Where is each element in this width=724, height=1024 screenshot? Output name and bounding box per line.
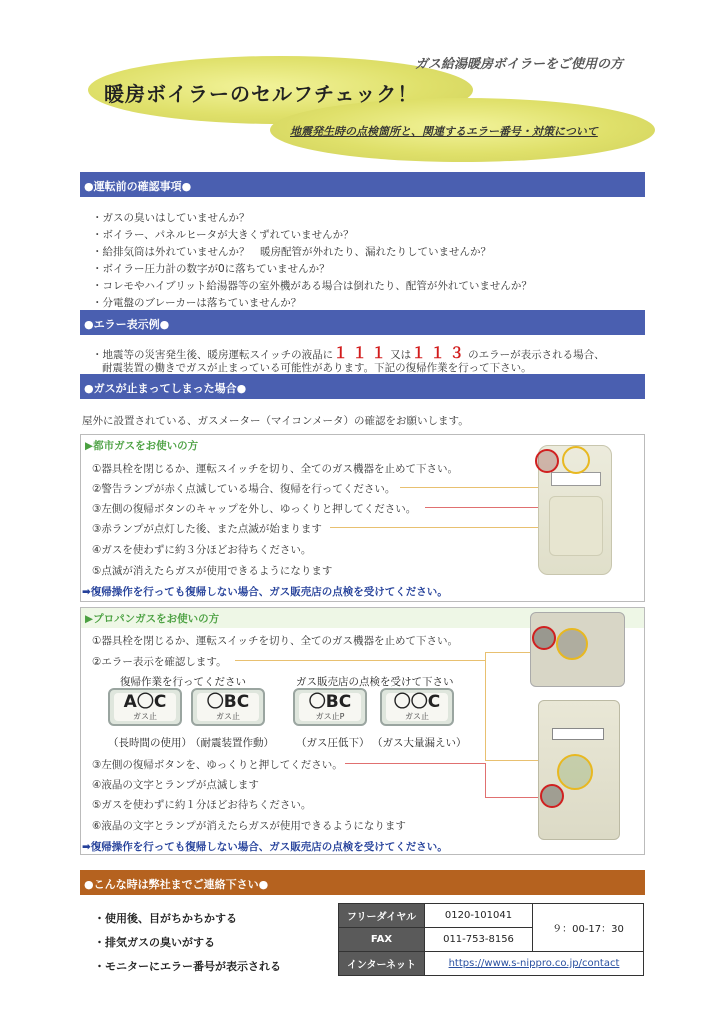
leader-line — [345, 763, 485, 764]
error-badge — [108, 688, 182, 726]
error-code-111: １１１ — [333, 344, 391, 362]
display-highlight-icon — [557, 754, 593, 790]
error-text-post: のエラーが表示される場合、 — [468, 349, 605, 361]
error-badge — [293, 688, 367, 726]
internet-label: インターネット — [339, 952, 425, 976]
propane-step: ①器具栓を閉じるか、運転スイッチを切り、全てのガス機器を止めて下さい。 — [92, 635, 458, 647]
contact-link[interactable]: https://www.s-nippro.co.jp/contact — [448, 958, 620, 969]
page-title: 暖房ボイラーのセルフチェック！ — [104, 82, 419, 106]
error-text-pre: ・地震等の災害発生後、暖房運転スイッチの液晶に — [92, 349, 334, 361]
badge-code: 〇BC — [206, 692, 250, 712]
leader-line — [425, 507, 540, 508]
check-item: ・ボイラー、パネルヒータが大きくずれていませんか？ — [92, 229, 354, 241]
leader-line — [485, 652, 486, 760]
check-item: ・ガスの臭いはしていませんか？ — [92, 212, 250, 224]
badge-caption: （ガス大量漏えい） — [372, 737, 467, 749]
error-text-mid: 又は — [390, 349, 412, 361]
propane-step: ⑤ガスを使わずに約１分ほどお待ちください。 — [92, 799, 312, 811]
error-code-113: １１３ — [411, 344, 469, 362]
propane-step: ⑥液晶の文字とランプが消えたらガスが使用できるようになります — [92, 820, 406, 832]
check-item: ・分電盤のブレーカーは落ちていませんか？ — [92, 297, 302, 309]
meter-display — [551, 472, 601, 486]
error-line-2: 耐震装置の働きでガスが止まっている可能性があります。下記の復帰作業を行って下さい。 — [102, 362, 532, 374]
city-gas-heading: ▶都市ガスをお使いの方 — [85, 440, 199, 452]
leader-line — [400, 487, 540, 488]
reset-button-icon — [540, 784, 564, 808]
fax-number: 011-753-8156 — [425, 928, 533, 952]
propane-step: ②エラー表示を確認します。 — [92, 656, 227, 668]
error-badge — [191, 688, 265, 726]
group-label-inspect: ガス販売店の点検を受けて下さい — [296, 676, 454, 688]
badge-sub: ガス止 — [405, 712, 429, 721]
badge-caption: （長時間の使用） — [108, 737, 192, 749]
gas-intro: 屋外に設置されている、ガスメーター（マイコンメータ）の確認をお願いします。 — [82, 415, 469, 427]
badge-code: A〇C — [123, 692, 167, 712]
badge-caption: （ガス圧低下） — [296, 737, 370, 749]
reset-button-icon — [562, 446, 590, 474]
city-step: ①器具栓を閉じるか、運転スイッチを切り、全てのガス機器を止めて下さい。 — [92, 463, 458, 475]
leader-line — [485, 763, 486, 798]
leader-line — [330, 527, 540, 528]
page-subtitle: 地震発生時の点検箇所と、関連するエラー番号・対策について — [290, 125, 598, 138]
check-item: ・給排気筒は外れていませんか？ 暖房配管が外れたり、漏れたりしていませんか？ — [92, 246, 491, 258]
section-bar-check: ●運転前の確認事項● — [80, 172, 645, 197]
badge-code: 〇〇C — [393, 692, 441, 712]
header-tag: ガス給湯暖房ボイラーをご使用の方 — [415, 57, 624, 72]
section-bar-gas: ●ガスが止まってしまった場合● — [80, 374, 645, 399]
badge-caption: （耐震装置作動） — [190, 737, 274, 749]
leader-line — [235, 660, 485, 661]
badge-sub: ガス止 — [216, 712, 240, 721]
meter-body — [549, 496, 603, 556]
warning-lamp-icon — [535, 449, 559, 473]
business-hours: ９：00-17：30 — [533, 904, 644, 952]
propane-step: ③左側の復帰ボタンを、ゆっくりと押してください。 — [92, 759, 343, 771]
warning-lamp-icon — [532, 626, 556, 650]
contact-item: ・使用後、目がちかちかする — [94, 912, 237, 925]
propane-heading: ▶プロパンガスをお使いの方 — [81, 608, 644, 628]
free-dial-label: フリーダイヤル — [339, 904, 425, 928]
group-label-reset: 復帰作業を行ってください — [120, 676, 246, 688]
city-step: ③左側の復帰ボタンのキャップを外し、ゆっくりと押してください。 — [92, 503, 417, 515]
contact-item: ・モニターにエラー番号が表示される — [94, 960, 281, 973]
city-step: ⑤点滅が消えたらガスが使用できるようになります — [92, 565, 333, 577]
badge-sub: ガス止 — [133, 712, 157, 721]
leader-line — [485, 797, 540, 798]
city-step: ②警告ランプが赤く点滅している場合、復帰を行ってください。 — [92, 483, 396, 495]
leader-line — [485, 760, 540, 761]
city-step: ④ガスを使わずに約３分ほどお待ちください。 — [92, 544, 312, 556]
contact-table — [338, 903, 644, 976]
check-item: ・コレモやハイブリット給湯器等の室外機がある場合は倒れたり、配管が外れていませんか？ — [92, 280, 532, 292]
error-badge — [380, 688, 454, 726]
section-bar-contact: ●こんな時は弊社までご連絡下さい● — [80, 870, 645, 895]
fax-label: FAX — [339, 928, 425, 952]
propane-footer-note: ➡復帰操作を行っても復帰しない場合、ガス販売店の点検を受けてください。 — [82, 841, 448, 853]
badge-sub: ガス止P — [315, 712, 345, 721]
meter-counter — [552, 728, 604, 740]
leader-line — [485, 652, 530, 653]
contact-item: ・排気ガスの臭いがする — [94, 936, 215, 949]
free-dial-number[interactable]: 0120-101041 — [425, 904, 533, 928]
badge-code: 〇BC — [308, 692, 352, 712]
display-highlight-icon — [556, 628, 588, 660]
city-footer-note: ➡復帰操作を行っても復帰しない場合、ガス販売店の点検を受けてください。 — [82, 586, 448, 598]
propane-step: ④液晶の文字とランプが点滅します — [92, 779, 259, 791]
check-item: ・ボイラー圧力計の数字が0に落ちていませんか？ — [92, 263, 330, 275]
city-step: ③赤ランプが点灯した後、また点滅が始まります — [92, 523, 322, 535]
section-bar-error: ●エラー表示例● — [80, 310, 645, 335]
